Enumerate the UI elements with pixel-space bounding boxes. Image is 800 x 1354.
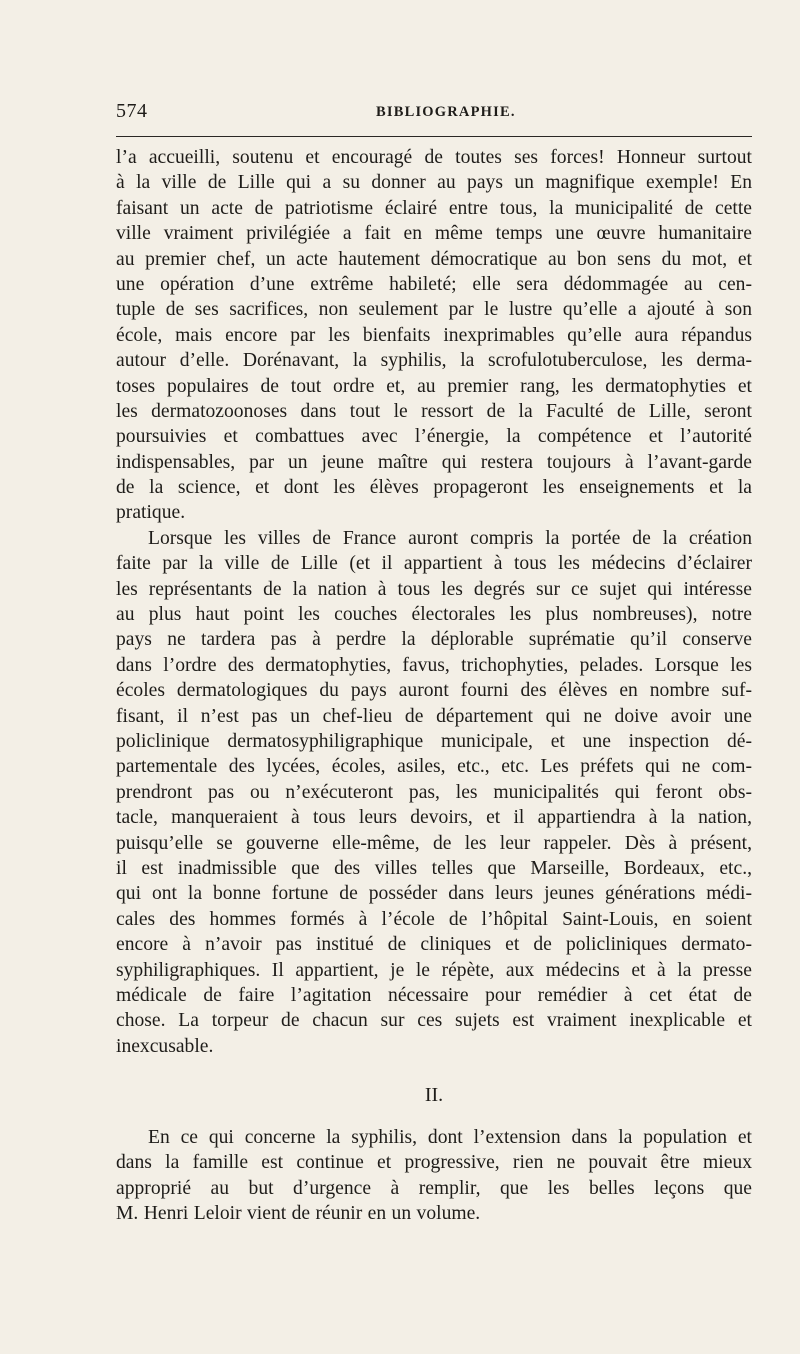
text-line: pratique.	[116, 502, 186, 524]
text-line: écoles dermatologiques du pays auront fourni des élèves en nombre suf-	[116, 680, 752, 702]
text-line: au plus haut point les couches électorales les plus nombreuses), notre	[116, 604, 752, 626]
paragraphs	[116, 145, 752, 1059]
text-line: dans l’ordre des dermatophyties, favus, trichophyties, pelades. Lorsque les	[116, 654, 752, 676]
page-number: 574	[116, 100, 148, 122]
text-line: dans la famille est continue et progressive, rien ne pouvait être mieux	[116, 1152, 752, 1174]
text-line: syphiligraphiques. Il appartient, je le répète, aux médecins et à la presse	[116, 959, 752, 981]
text-line: En ce qui concerne la syphilis, dont l’extension dans la population et	[148, 1127, 752, 1149]
text-line: qui ont la bonne fortune de posséder dans leurs jeunes générations médi-	[116, 883, 752, 905]
text-line: ville vraiment privilégiée a fait en même temps une œuvre humanitaire	[116, 223, 752, 245]
text-line: les représentants de la nation à tous les degrés sur ce sujet qui intéresse	[116, 578, 752, 600]
text-line: faisant un acte de patriotisme éclairé entre tous, la municipalité de cette	[116, 197, 752, 219]
text-line: encore à n’avoir pas institué de cliniques et de policliniques dermato-	[116, 934, 752, 956]
text-line: fisant, il n’est pas un chef-lieu de département qui ne doive avoir une	[116, 705, 752, 727]
text-line: école, mais encore par les bienfaits inexprimables qu’elle aura répandus	[116, 324, 752, 346]
text-line: indispensables, par un jeune maître qui restera toujours à l’avant-garde	[116, 451, 752, 473]
text-line: puisqu’elle se gouverne elle-même, de les leur rappeler. Dès à présent,	[116, 832, 752, 854]
header-rule	[116, 136, 752, 137]
paragraph	[116, 526, 752, 1059]
section-heading: II.	[424, 1084, 444, 1107]
text-line: chose. La torpeur de chacun sur ces sujets est vraiment inexplicable et	[116, 1010, 752, 1032]
text-line: à la ville de Lille qui a su donner au pays un magnifique exemple! En	[116, 172, 752, 194]
text-line: cales des hommes formés à l’école de l’hôpital Saint-Louis, en soient	[116, 908, 752, 930]
text-line: tuple de ses sacrifices, non seulement par le lustre qu’elle a ajouté à son	[116, 299, 752, 321]
text-line: une opération d’une extrême habileté; elle sera dédommagée au cen-	[116, 273, 752, 295]
page-body	[116, 145, 752, 1227]
paragraph	[116, 1125, 752, 1227]
text-line: poursuivies et combattues avec l’énergie, la compétence et l’autorité	[116, 426, 752, 448]
text-line: partementale des lycées, écoles, asiles, etc., etc. Les préfets qui ne com-	[116, 756, 752, 778]
text-line: pays ne tardera pas à perdre la déplorable suprématie qu’il conserve	[116, 629, 752, 651]
text-line: les dermatozoonoses dans tout le ressort de la Faculté de Lille, seront	[116, 400, 752, 422]
text-line: approprié au but d’urgence à remplir, que les belles leçons que	[116, 1177, 752, 1199]
text-line: faite par la ville de Lille (et il appartient à tous les médecins d’éclairer	[116, 553, 752, 575]
closing-paragraph	[116, 1125, 752, 1227]
text-line: autour d’elle. Dorénavant, la syphilis, la scrofulotuberculose, les derma-	[116, 350, 752, 372]
text-line: M. Henri Leloir vient de réunir en un volume.	[116, 1203, 481, 1225]
text-line: il est inadmissible que des villes telles que Marseille, Bordeaux, etc.,	[116, 857, 752, 879]
text-line: prendront pas ou n’exécuteront pas, les municipalités qui feront obs-	[116, 781, 752, 803]
text-line: médicale de faire l’agitation nécessaire pour remédier à cet état de	[116, 984, 752, 1006]
page-header	[116, 100, 752, 130]
text-line: inexcusable.	[116, 1035, 214, 1057]
text-line: toses populaires de tout ordre et, au premier rang, les dermatophyties et	[116, 375, 752, 397]
text-line: Lorsque les villes de France auront compris la portée de la création	[148, 527, 752, 549]
text-line: au premier chef, un acte hautement démocratique au bon sens du mot, et	[116, 248, 752, 270]
text-line: de la science, et dont les élèves propageront les enseignements et la	[116, 477, 752, 499]
text-line: policlinique dermatosyphiligraphique municipale, et une inspection dé-	[116, 730, 752, 752]
text-line: tacle, manqueraient à tous leurs devoirs, et il appartiendra à la nation,	[116, 807, 752, 829]
running-title: BIBLIOGRAPHIE.	[376, 104, 516, 120]
paragraph	[116, 145, 752, 526]
text-line: l’a accueilli, soutenu et encouragé de toutes ses forces! Honneur surtout	[116, 147, 752, 168]
